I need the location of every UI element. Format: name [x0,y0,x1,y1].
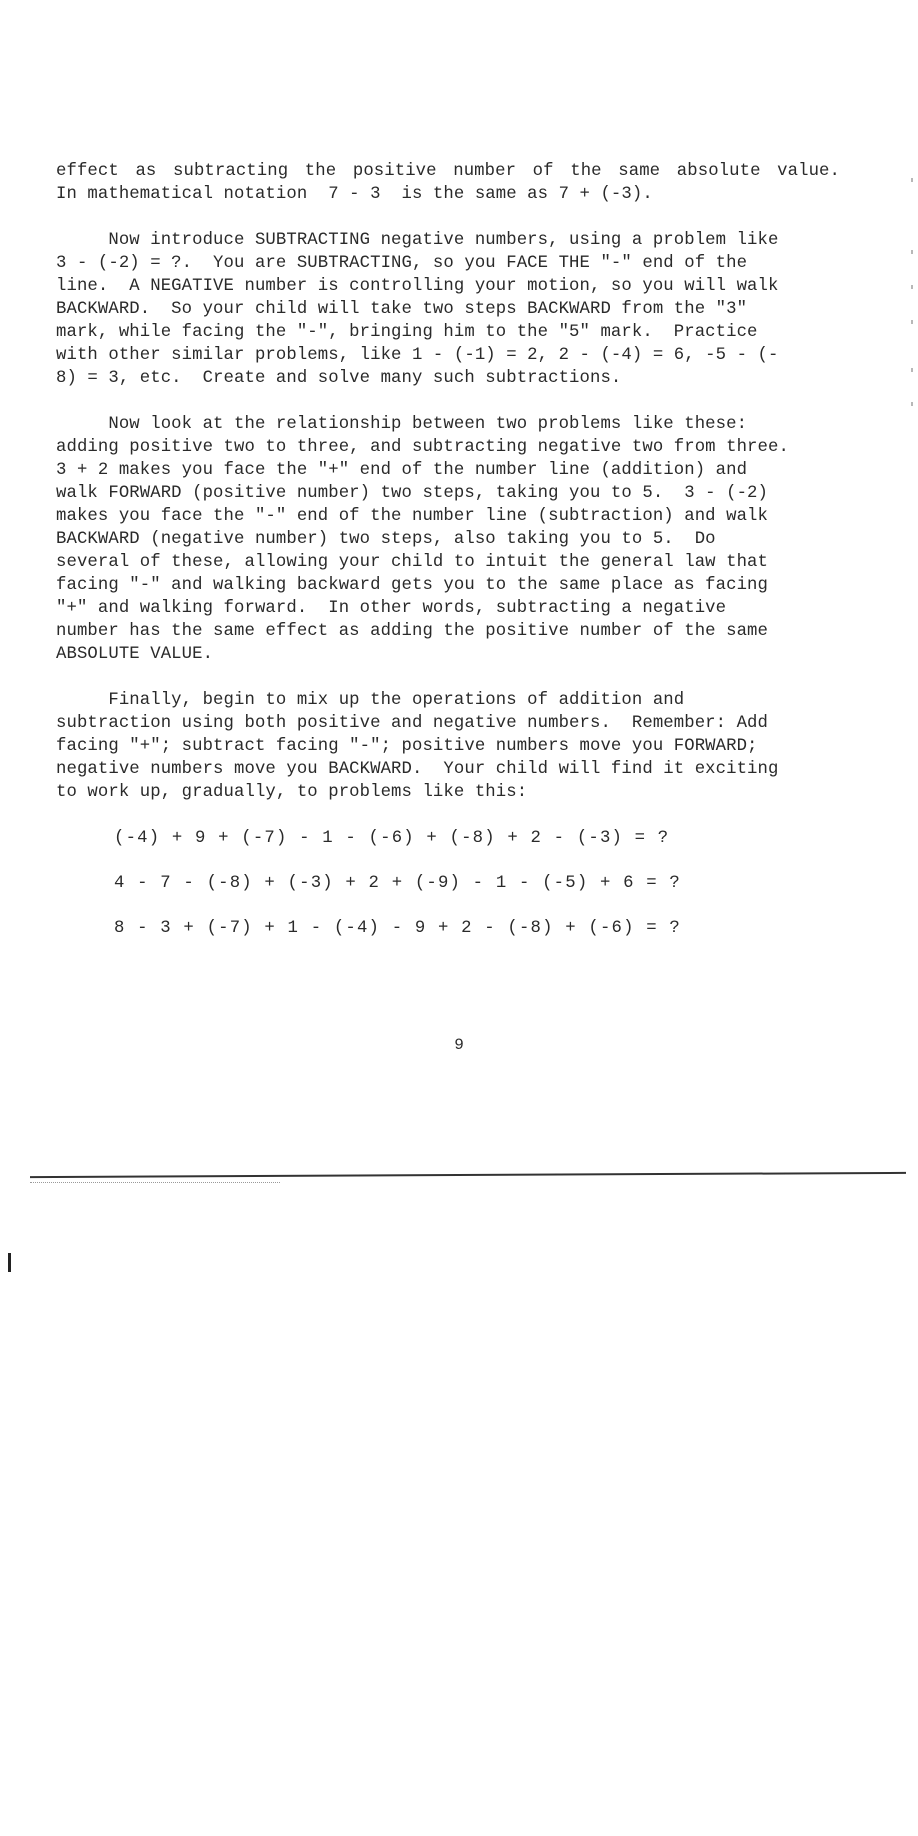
text-line: BACKWARD (negative number) two steps, also taking you to 5. Do [56,530,716,549]
text-line: several of these, allowing your child to intuit the general law that [56,553,768,572]
text-line: In mathematical notation 7 - 3 is the same as 7 + (-3). [56,185,653,204]
scan-edge-rule [30,1172,906,1178]
page-number: 9 [454,1036,464,1054]
text-line: "+" and walking forward. In other words, subtracting a negative [56,599,727,618]
text-line: 3 - (-2) = ?. You are SUBTRACTING, so you FACE THE "-" end of the [56,254,748,273]
text-line: makes you face the "-" end of the number line (subtraction) and walk [56,507,768,526]
text-line: subtraction using both positive and negative numbers. Remember: Add [56,714,768,733]
scan-speck [911,320,913,324]
text-line: Finally, begin to mix up the operations of addition and [56,691,685,710]
scan-edge-noise [30,1182,280,1185]
example-equations [56,827,840,940]
text-line: with other similar problems, like 1 - (-1) = 2, 2 - (-4) = 6, -5 - (- [56,346,779,365]
equation: 4 - 7 - (-8) + (-3) + 2 + (-9) - 1 - (-5) + 6 = ? [114,874,681,893]
scan-speck [911,402,913,406]
text-line: facing "+"; subtract facing "-"; positive numbers move you FORWARD; [56,737,758,756]
equation: (-4) + 9 + (-7) - 1 - (-6) + (-8) + 2 - (-3) = ? [114,829,670,848]
paragraph-1 [56,160,840,206]
text-line: number has the same effect as adding the positive number of the same [56,622,768,641]
equation: 8 - 3 + (-7) + 1 - (-4) - 9 + 2 - (-8) + (-6) = ? [114,919,681,938]
scan-margin-mark [8,1253,11,1272]
paragraph-4 [56,689,840,804]
text-line: BACKWARD. So your child will take two steps BACKWARD from the "3" [56,300,748,319]
text-line: Now introduce SUBTRACTING negative numbers, using a problem like [56,231,779,250]
scan-speck [911,368,913,372]
text-line: Now look at the relationship between two problems like these: [56,415,748,434]
text-line: to work up, gradually, to problems like this: [56,783,528,802]
paragraph-3 [56,413,840,666]
text-line: negative numbers move you BACKWARD. Your child will find it exciting [56,760,779,779]
text-line: 8) = 3, etc. Create and solve many such subtractions. [56,369,622,388]
scan-speck [911,178,913,182]
scan-speck [911,250,913,254]
text-line: facing "-" and walking backward gets you to the same place as facing [56,576,768,595]
text-line: line. A NEGATIVE number is controlling your motion, so you will walk [56,277,779,296]
text-line: mark, while facing the "-", bringing him to the "5" mark. Practice [56,323,758,342]
text-line: adding positive two to three, and subtracting negative two from three. [56,438,789,457]
text-line: 3 + 2 makes you face the "+" end of the number line (addition) and [56,461,748,480]
text-line: effect as subtracting the positive number of the same absolute value. [56,162,840,181]
text-line: walk FORWARD (positive number) two steps, taking you to 5. 3 - (-2) [56,484,768,503]
paragraph-2 [56,229,840,390]
scan-speck [911,285,913,289]
text-line: ABSOLUTE VALUE. [56,645,214,664]
document-body [56,160,840,940]
